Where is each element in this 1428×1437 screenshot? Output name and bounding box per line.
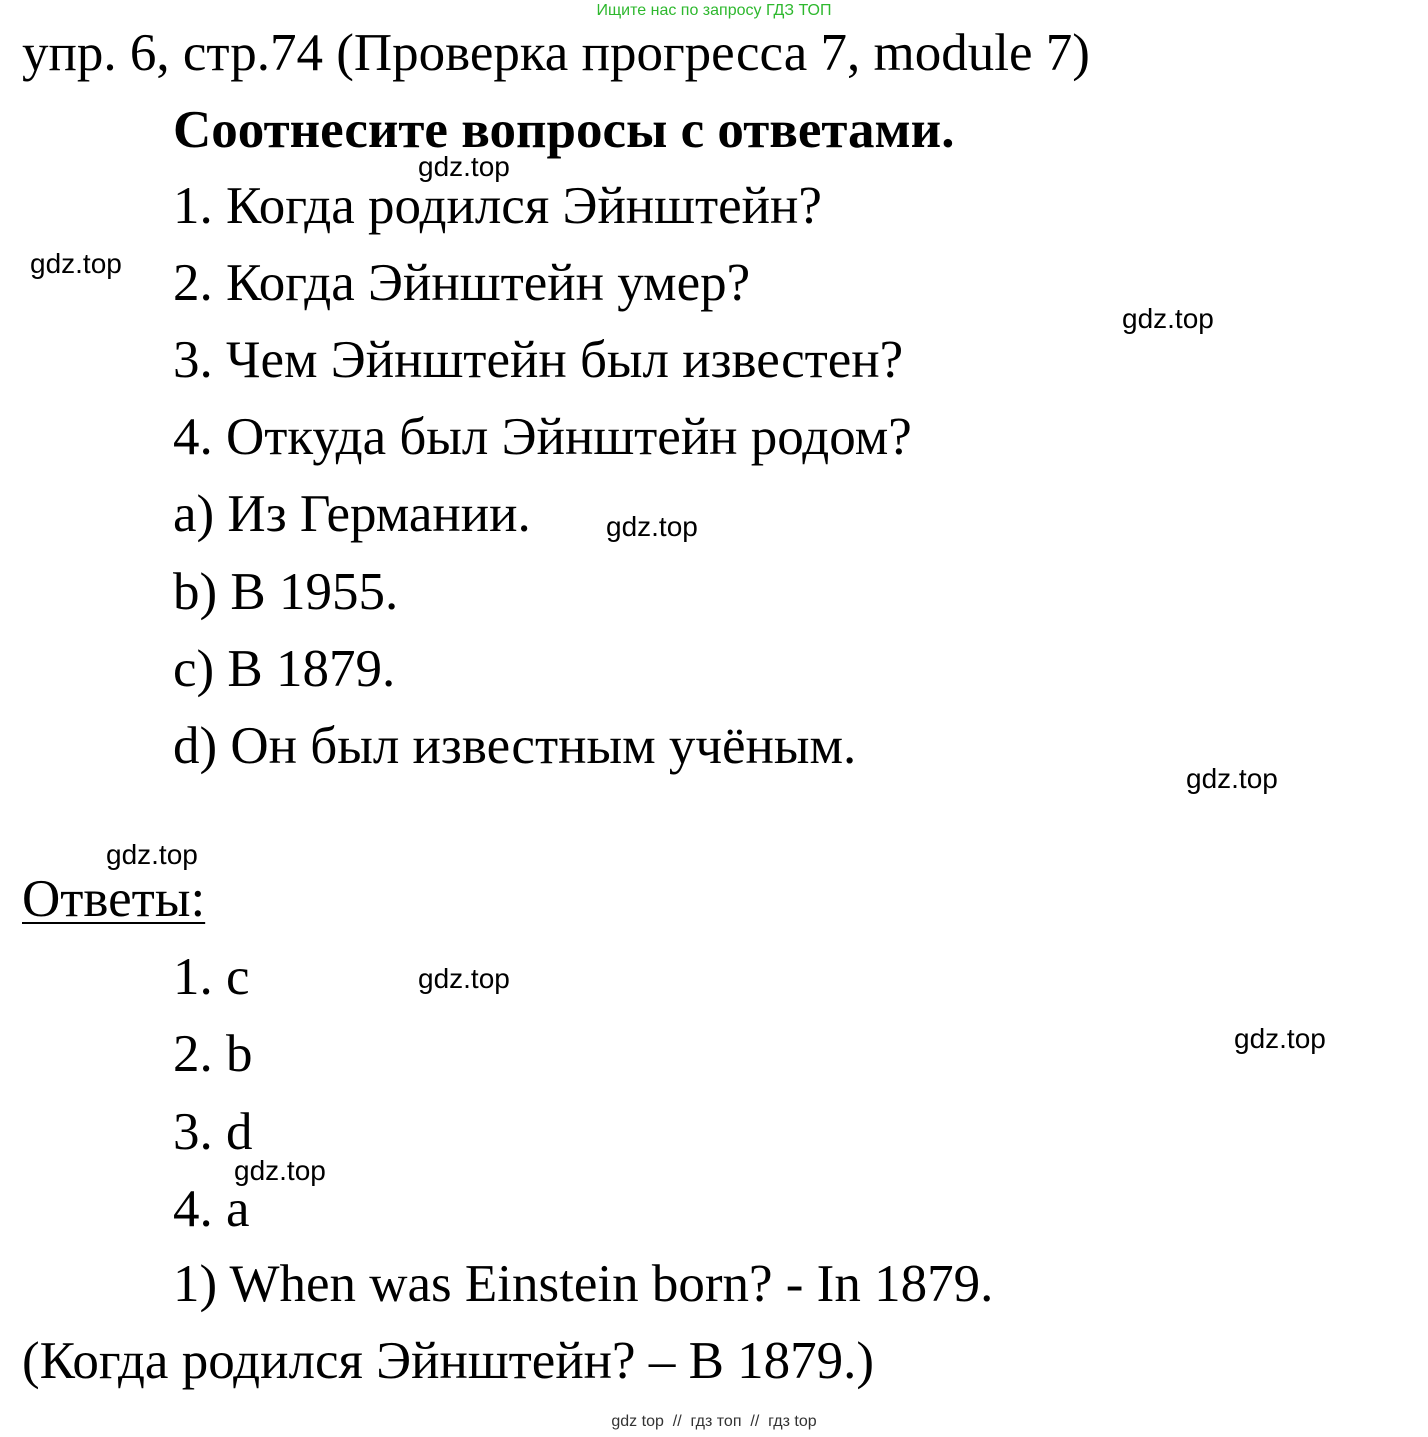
question-4: 4. Откуда был Эйнштейн родом? xyxy=(173,408,912,466)
watermark: gdz.top xyxy=(1122,303,1214,334)
watermark: gdz.top xyxy=(30,248,122,279)
answer-2: 2. b xyxy=(173,1025,253,1083)
answer-1: 1. c xyxy=(173,948,250,1006)
top-banner xyxy=(0,3,1428,19)
watermark: gdz.top xyxy=(1234,1023,1326,1054)
translation-english: 1) When was Einstein born? - In 1879. xyxy=(173,1255,994,1313)
option-a: a) Из Германии. xyxy=(173,485,531,543)
footer-links: gdz top // гдз топ // гдз top xyxy=(611,1413,817,1430)
option-c: c) В 1879. xyxy=(173,640,396,698)
page-title: упр. 6, стр.74 (Проверка прогресса 7, module 7) xyxy=(22,24,1090,82)
answer-4: 4. a xyxy=(173,1180,250,1238)
option-b: b) В 1955. xyxy=(173,563,399,621)
watermark: gdz.top xyxy=(418,963,510,994)
watermark: gdz.top xyxy=(234,1155,326,1186)
option-d: d) Он был известным учёным. xyxy=(173,717,857,775)
watermark: gdz.top xyxy=(606,511,698,542)
question-2: 2. Когда Эйнштейн умер? xyxy=(173,254,751,312)
watermark: gdz.top xyxy=(418,151,510,182)
answer-3: 3. d xyxy=(173,1103,253,1161)
question-1: 1. Когда родился Эйнштейн? xyxy=(173,177,822,235)
answers-heading: Ответы: xyxy=(22,870,206,928)
instruction-heading: Соотнесите вопросы с ответами. xyxy=(173,101,955,159)
top-banner-text: Ищите нас по запросу ГДЗ ТОП xyxy=(596,2,832,19)
question-3: 3. Чем Эйнштейн был известен? xyxy=(173,331,904,389)
translation-russian: (Когда родился Эйнштейн? – В 1879.) xyxy=(22,1332,875,1390)
watermark: gdz.top xyxy=(106,839,198,870)
watermark: gdz.top xyxy=(1186,763,1278,794)
